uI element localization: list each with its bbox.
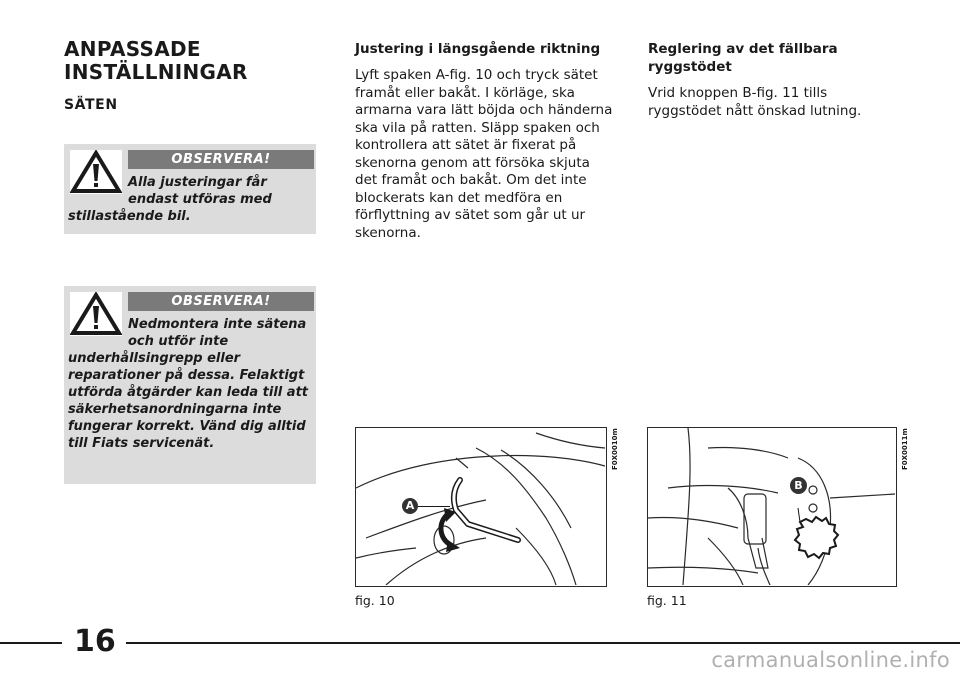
figure-11-backrest-knob bbox=[647, 427, 897, 587]
callout-a-label: A bbox=[405, 499, 415, 512]
callout-b-label: B bbox=[794, 479, 803, 492]
callout-a-leader bbox=[418, 506, 450, 507]
warning-box-1 bbox=[64, 144, 316, 234]
section-title bbox=[64, 38, 314, 84]
backrest-knob-illustration bbox=[648, 428, 895, 585]
column-heading: Reglering av det fällbara ryggstödet bbox=[648, 41, 838, 75]
watermark: carmanualsonline.info bbox=[711, 648, 950, 672]
figure-caption: fig. 10 bbox=[355, 593, 395, 608]
column-body: Vrid knoppen B-fig. 11 tills ryggstödet nått önskad lutning. bbox=[648, 85, 862, 119]
warning-text: Alla justeringar får endast utföras med stillastående bil. bbox=[68, 175, 272, 224]
figure-10-seat-lever bbox=[355, 427, 607, 587]
column-body: Lyft spaken A-fig. 10 och tryck sätet framåt eller bakåt. I körläge, ska armarna vara lätt böjda och händerna ska vila på ratten. Släpp spaken och kontrollera att sätet är fixerat på skenorna genom att försöka skjuta det framåt och bakåt. Om det inte blockerats kan det medföra en förflyttning av sätet som går ut ur skenorna. bbox=[355, 67, 613, 241]
column-seat-adjustment bbox=[355, 40, 613, 242]
warning-text: Nedmontera inte sätena och utför inte underhållsingrepp eller reparationer på dessa. Felaktigt utförda åtgärder kan leda till att säkerhetsanordningarna inte fungerar korrekt. Vänd dig alltid till Fiats servicenät. bbox=[68, 317, 308, 451]
figure-code: F0X0010m bbox=[611, 428, 619, 470]
column-backrest-adjustment bbox=[648, 40, 898, 120]
section-title-line2: INSTÄLLNINGAR bbox=[64, 60, 248, 84]
warning-header: OBSERVERA! bbox=[128, 292, 314, 311]
warning-box-2 bbox=[64, 286, 316, 484]
column-heading: Justering i längsgående riktning bbox=[355, 41, 601, 57]
footer-rule-left bbox=[0, 642, 62, 644]
warning-header: OBSERVERA! bbox=[128, 150, 314, 169]
figure-code: F0X0011m bbox=[901, 428, 909, 470]
section-title-line1: ANPASSADE bbox=[64, 37, 201, 61]
seat-lever-illustration bbox=[356, 428, 605, 585]
page-number: 16 bbox=[74, 624, 116, 659]
figure-caption: fig. 11 bbox=[647, 593, 687, 608]
footer-rule-right bbox=[126, 642, 960, 644]
section-subtitle: SÄTEN bbox=[64, 97, 118, 113]
